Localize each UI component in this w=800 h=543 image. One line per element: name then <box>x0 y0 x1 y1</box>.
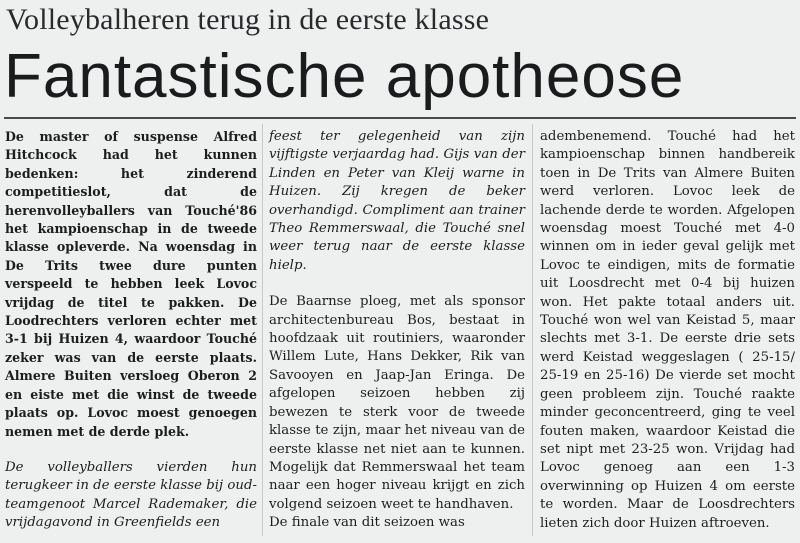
column-divider <box>532 124 533 536</box>
article-paragraph: adembenemend. Touché had het kampioenschap binnen handbereik toen in De Trits van Almere Buiten werd verloren. Lovoc leek de lachende derde te worden. Afgelopen woensdag moest Touché met 4-0 winnen om in ieder geval gelijk met Lovoc te eindigen, mits de formatie uit Loosdrecht met 0-4 bij huizen won. Het pakte totaal anders uit. Touché won wel van Keistad 5, maar slechts met 3-1. De eerste drie sets werd Keistad weggeslagen ( 25-15/ 25-19 en 25-16) De vierde set mocht geen probleem zijn. Touché raakte minder geconcentreerd, ging te veel fouten maken, waardoor Keistad die set nipt met 23-25 won. Vrijdag had Lovoc genoeg aan een 1-3 overwinning op Huizen 4 om eerste te worden. Maar de Loosdrechters lieten zich door Huizen aftroeven. <box>540 129 795 531</box>
headline-divider <box>4 117 796 119</box>
photo-caption: feest ter gelegenheid van zijn vijftigste verjaardag had. Gijs van der Linden en Peter van Kleij warne in Huizen. Zij kregen de beker overhandigd. Compliment aan trainer Theo Remmerswaal, die Touché snel weer terug naar de eerste klasse hielp. <box>269 129 525 273</box>
column-divider <box>262 124 263 536</box>
photo-caption: De volleyballers vierden hun terugkeer in de eerste klasse bij oud-teamgenoot Marcel Rademaker, die vrijdagavond in Greenfields een <box>5 459 257 531</box>
article-paragraph: De Baarnse ploeg, met als sponsor architectenbureau Bos, bestaat in hoofdzaak uit routiniers, waaronder Willem Lute, Hans Dekker, Rik van Savooyen en Jaap-Jan Eringa. De afgelopen seizoen hebben zij bewezen te sterk voor de tweede klasse te zijn, maar het niveau van de eerste klasse net niet aan te kunnen. Mogelijk dat Remmerswaal het team naar een hoger niveau krijgt en zich volgend seizoen weet te handhaven. <box>269 294 525 512</box>
text-column <box>540 128 795 533</box>
paragraph-spacer <box>269 275 525 293</box>
article-kicker: Volleybalheren terug in de eerste klasse <box>6 3 490 36</box>
article-intro: De master of suspense Alfred Hitchcock had het kunnen bedenken: het zinderend competitieslot, dat de herenvolleyballers van Touché'86 het kampioenschap in de tweede klasse opleverde. Na woensdag in De Trits twee dure punten verspeeld te hebben leek Lovoc vrijdag de titel te pakken. De Loodrechters verloren echter met 3-1 bij Huizen 4, waardoor Touché zeker was van de eerste plaats. Almere Buiten versloeg Oberon 2 en eiste met die winst de tweede plaats op. Lovoc moest genoegen nemen met de derde plek. <box>5 129 257 439</box>
article-paragraph: De finale van dit seizoen was <box>269 515 465 531</box>
text-column <box>269 128 525 533</box>
text-column <box>5 128 257 533</box>
paragraph-spacer <box>5 441 257 459</box>
article-headline: Fantastische apotheose <box>4 42 685 111</box>
